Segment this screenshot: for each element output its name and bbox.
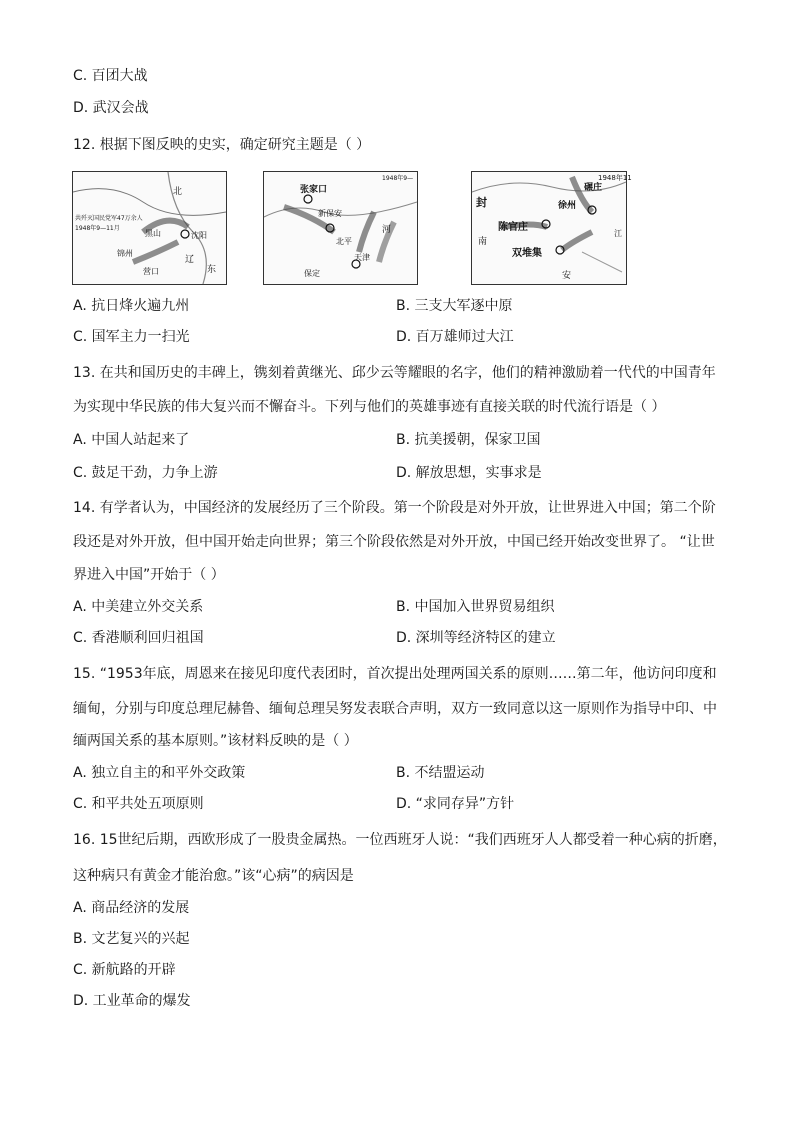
map3-label: 徐州 [558, 201, 577, 211]
q14-stem-line1: 14. 有学者认为，中国经济的发展经历了三个阶段。第一个阶段是对外开放，让世界进入中国；第二个阶 [73, 500, 716, 516]
q14-option-b[interactable]: B. 中国加入世界贸易组织 [396, 599, 555, 615]
q13-option-b[interactable]: B. 抗美援朝，保家卫国 [396, 432, 541, 448]
q12-option-c[interactable]: C. 国军主力一扫光 [73, 329, 190, 345]
q12-map-huaihai [471, 171, 632, 285]
q12-option-d[interactable]: D. 百万雄师过大江 [396, 329, 514, 345]
q12-stem: 12. 根据下图反映的史实，确定研究主题是（ ） [73, 137, 371, 153]
q11-option-c[interactable]: C. 百团大战 [73, 68, 148, 84]
q13-option-d[interactable]: D. 解放思想，实事求是 [396, 465, 542, 481]
q12-map-pingjin [263, 171, 418, 285]
q16-stem-line2: 这种病只有黄金才能治愈。”该“心病”的病因是 [73, 868, 354, 884]
map1-label: 营口 [143, 267, 159, 276]
q14-option-c[interactable]: C. 香港顺利回归祖国 [73, 630, 204, 646]
map-border-line [472, 182, 626, 192]
q13-option-a[interactable]: A. 中国人站起来了 [73, 432, 190, 448]
map-arrow [562, 232, 592, 250]
q15-option-a[interactable]: A. 独立自主的和平外交政策 [73, 765, 246, 781]
q15-stem-line2: 缅甸，分别与印度总理尼赫鲁、缅甸总理吴努发表联合声明，双方一致同意以这一原则作为指导中印、中 [73, 701, 717, 717]
map-huaihai-svg [472, 172, 632, 284]
map2-label: 天津 [354, 253, 370, 262]
q11-option-d[interactable]: D. 武汉会战 [73, 100, 149, 116]
q12-map-liaoshen [72, 171, 227, 285]
map3-label: 碾庄 [584, 183, 603, 193]
map1-label: 东 [207, 265, 217, 275]
map-arrow [133, 242, 178, 262]
q16-stem-line1: 16. 15世纪后期，西欧形成了一股贵金属热。一位西班牙人说：“我们西班牙人人都受着一种心病的折磨， [73, 832, 727, 848]
q14-option-d[interactable]: D. 深圳等经济特区的建立 [396, 630, 556, 646]
q14-stem-line3: 界进入中国”开始于（ ） [73, 567, 225, 583]
map1-label: 共歼灭国民党军47万余人 [75, 215, 143, 222]
q15-option-b[interactable]: B. 不结盟运动 [396, 765, 485, 781]
map3-label: 陈官庄 [498, 222, 528, 233]
q12-option-b[interactable]: B. 三支大军逐中原 [396, 298, 513, 314]
q15-option-d[interactable]: D. “求同存异”方针 [396, 796, 515, 812]
map1-label: 黑山 [145, 229, 161, 238]
map1-label: 1948年9—11月 [75, 225, 120, 232]
map2-label: 北平 [336, 237, 352, 246]
map-border-line [73, 189, 226, 216]
map3-label: 江 [614, 229, 622, 238]
q13-option-c[interactable]: C. 鼓足干劲，力争上游 [73, 465, 218, 481]
map-liaoshen-svg [73, 172, 226, 284]
map1-label: 沈阳 [191, 231, 207, 240]
map2-label: 保定 [304, 269, 320, 278]
q14-option-a[interactable]: A. 中美建立外交关系 [73, 599, 204, 615]
q16-option-c[interactable]: C. 新航路的开辟 [73, 962, 176, 978]
q15-option-c[interactable]: C. 和平共处五项原则 [73, 796, 204, 812]
q16-option-a[interactable]: A. 商品经济的发展 [73, 900, 190, 916]
map3-label: 双堆集 [512, 248, 542, 259]
map-pingjin-svg [264, 172, 417, 284]
map-city-marker [304, 195, 312, 203]
q16-option-d[interactable]: D. 工业革命的爆发 [73, 993, 191, 1009]
map2-label: 张家口 [300, 185, 328, 195]
map-river-line [582, 252, 622, 272]
q14-stem-line2: 段还是对外开放，但中国开始走向世界；第三个阶段依然是对外开放，中国已经开始改变世界了。 “让世 [73, 534, 715, 550]
map3-label: 安 [562, 271, 572, 281]
q13-stem-line2: 为实现中华民族的伟大复兴而不懈奋斗。下列与他们的英雄事迹有直接关联的时代流行语是（ ） [73, 399, 666, 415]
map3-label: 封 [476, 196, 487, 209]
map-arrow [359, 212, 374, 252]
q13-stem-line1: 13. 在共和国历史的丰碑上，镌刻着黄继光、邱少云等耀眼的名字，他们的精神激励着一代代的中国青年 [73, 365, 716, 381]
q16-option-b[interactable]: B. 文艺复兴的兴起 [73, 931, 190, 947]
map3-label: 1948年11 [598, 174, 632, 182]
map1-label: 锦州 [117, 249, 133, 258]
map1-label: 辽 [185, 255, 195, 265]
map2-label: 新保安 [318, 209, 342, 218]
map2-label: 1948年9— [382, 175, 414, 182]
q15-stem-line1: 15. “1953年底，周恩来在接见印度代表团时，首次提出处理两国关系的原则……第二年，他访问印度和 [73, 666, 717, 682]
q15-stem-line3: 缅两国关系的基本原则。”该材料反映的是（ ） [73, 733, 358, 749]
map-city-marker [181, 230, 189, 238]
map2-label: 河 [382, 225, 392, 235]
map3-label: 南 [478, 237, 488, 247]
q12-option-a[interactable]: A. 抗日烽火遍九州 [73, 298, 190, 314]
map1-label: 北 [173, 187, 183, 197]
